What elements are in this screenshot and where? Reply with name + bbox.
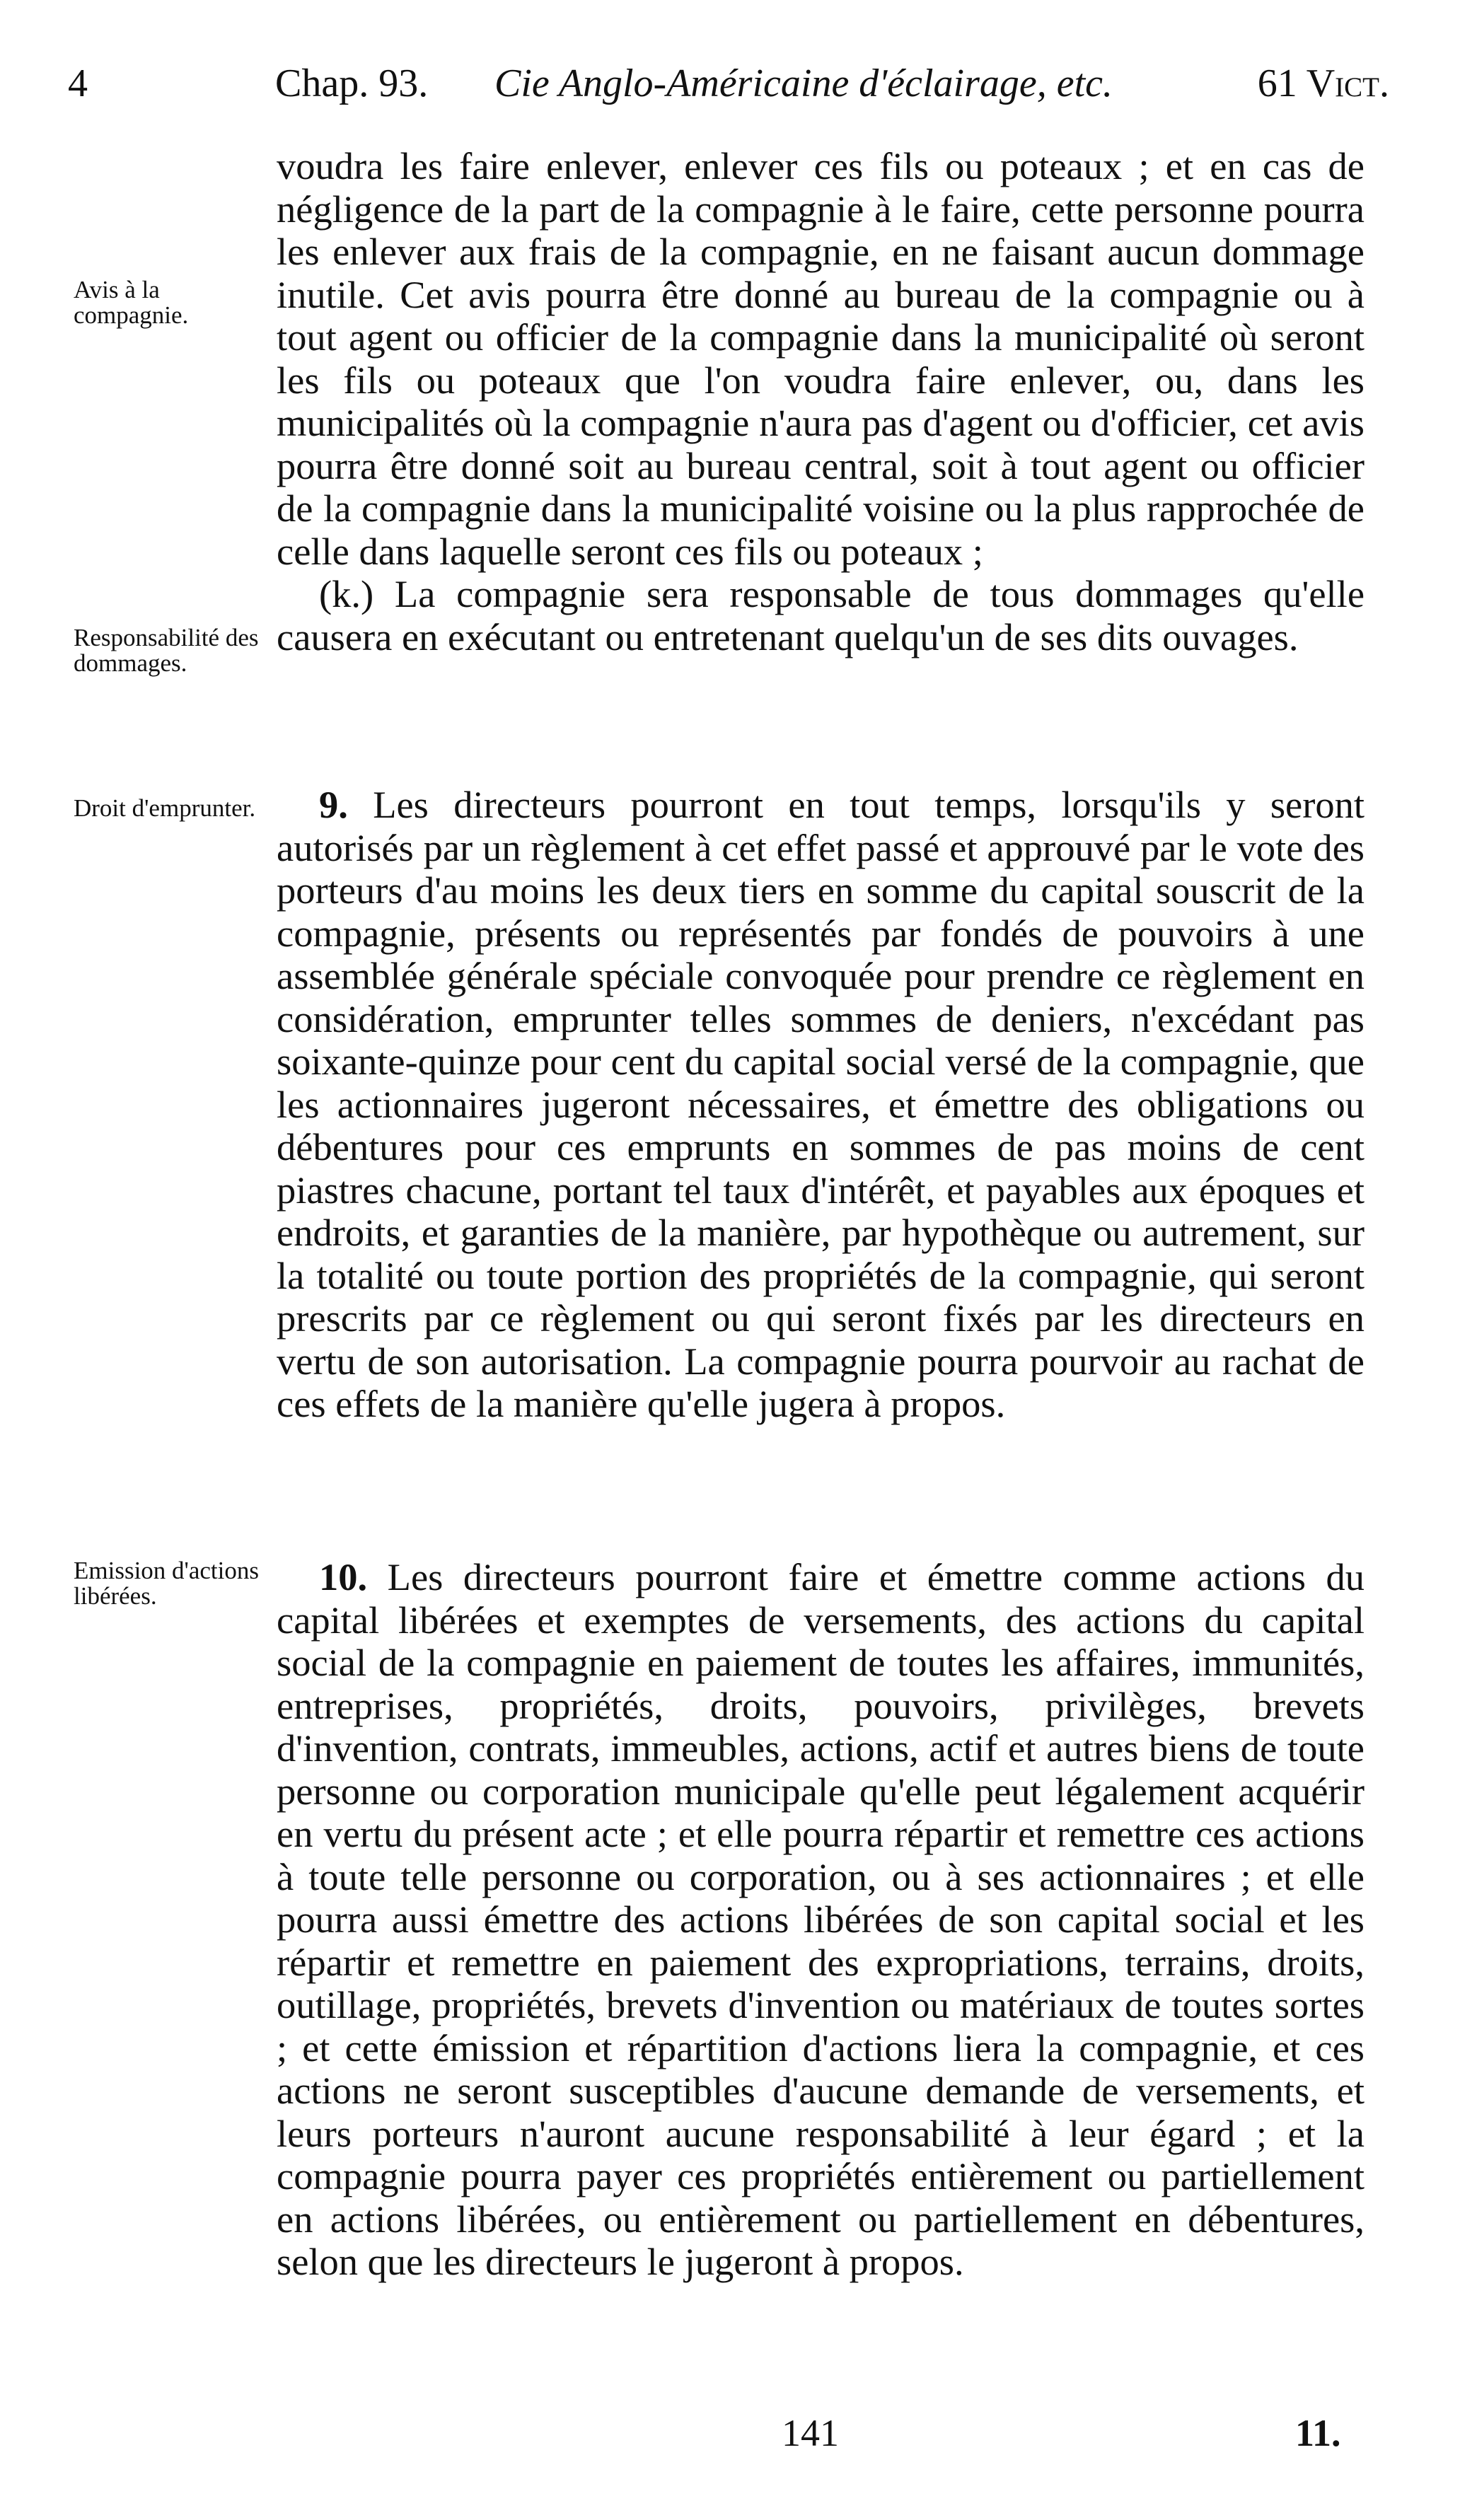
section-9 [277, 784, 1365, 1426]
header-chapter: Chap. 93. [275, 62, 429, 105]
header-title: Cie Anglo-Américaine d'éclairage, etc. [494, 62, 1113, 105]
intro-text: voudra les faire enlever, enlever ces fils ou poteaux ; et en cas de négligence de la part de la compagnie à le faire, cette personne pourra les enlever aux frais de la compagnie, en ne faisant aucun dommage inutile. Cet avis pourra être donné au bureau de la compagnie ou à tout agent ou officier de la compagnie dans la municipalité où seront les fils ou poteaux que l'on voudra faire enlever, ou, dans les municipalités où la compagnie n'aura pas d'agent ou d'officier, cet avis pourra être donné soit au bureau central, soit à tout agent ou officier de la compagnie dans la municipalité voisine ou la plus rapprochée de celle dans laquelle seront ces fils ou poteaux ; [277, 144, 1365, 573]
section-9-paragraph [277, 784, 1365, 1426]
page-footer [0, 2405, 1460, 2461]
header-regnal-year: 61 Vict. [1257, 62, 1389, 105]
section-10-text: Les directeurs pourront faire et émettre comme actions du capital libérées et exemptes de versements, des actions du capital social de la compagnie en paiement de toutes les affaires, immunités, entreprises, propriétés, droits, pouvoirs, privilèges, brevets d'invention, contrats, immeubles, actions, actif et autres biens de toute personne ou corporation municipale qu'elle peut légalement acquérir en vertu du présent acte ; et elle pourra répartir et remettre ces actions à toute telle personne ou corporation, ou à ses actionnaires ; et elle pourra aussi émettre des actions libérées de son capital social et les répartir et remettre en paiement des expropriations, terrains, droits, outillage, propriétés, brevets d'invention ou matériaux de toutes sortes ; et cette émission et répartition d'actions liera la compagnie, et ces actions ne seront susceptibles d'aucune demande de versements, et leurs porteurs n'auront aucune responsabilité à leur égard ; et la compagnie pourra payer ces propriétés entièrement ou partiellement en actions libérées, ou entièrement ou partiellement en débentures, selon que les directeurs le jugeront à propos. [277, 1555, 1365, 2283]
section-9-number: 9. [319, 783, 348, 826]
margin-note-droit: Droit d'emprunter. [74, 794, 256, 822]
margin-note-responsabilite: Responsabilité des dommages. [74, 624, 259, 677]
section-10-paragraph [277, 1556, 1365, 2284]
header-page-number: 4 [68, 62, 88, 105]
footer-page-number: 141 [782, 2412, 839, 2454]
paragraph-k [277, 573, 1365, 658]
paragraph-intro [277, 145, 1365, 658]
section-9-text: Les directeurs pourront en tout temps, lorsqu'ils y seront autorisés par un règlement à cet effet passé et approuvé par le vote des porteurs d'au moins les deux tiers en somme du capital souscrit de la compagnie, présents ou représentés par fondés de pouvoirs à une assemblée générale spéciale convoquée pour prendre ce règlement en considération, emprunter telles sommes de deniers, n'excédant pas soixante-quinze pour cent du capital social versé de la compagnie, que les actionnaires jugeront nécessaires, et émettre des obligations ou débentures pour ces emprunts en sommes de pas moins de cent piastres chacune, portant tel taux d'intérêt, et payables aux époques et endroits, et garanties de la manière, par hypothèque ou autrement, sur la totalité ou toute portion des propriétés de la compagnie, qui seront prescrits par ce règlement ou qui seront fixés par les directeurs en vertu de son autorisation. La compagnie pourra pourvoir au rachat de ces effets de la manière qu'elle jugera à propos. [277, 783, 1365, 1425]
margin-note-avis: Avis à la compagnie. [74, 276, 189, 329]
k-label: (k.) [319, 572, 374, 615]
k-text: La compagnie sera responsable de tous dommages qu'elle causera en exécutant ou entretenant quelqu'un de ses dits ouvages. [277, 572, 1365, 658]
section-10 [277, 1556, 1365, 2284]
footer-catchword: 11. [1295, 2412, 1341, 2454]
running-header [68, 55, 1389, 112]
margin-note-emission: Emission d'actions libérées. [74, 1557, 259, 1610]
section-10-number: 10. [319, 1555, 368, 1598]
